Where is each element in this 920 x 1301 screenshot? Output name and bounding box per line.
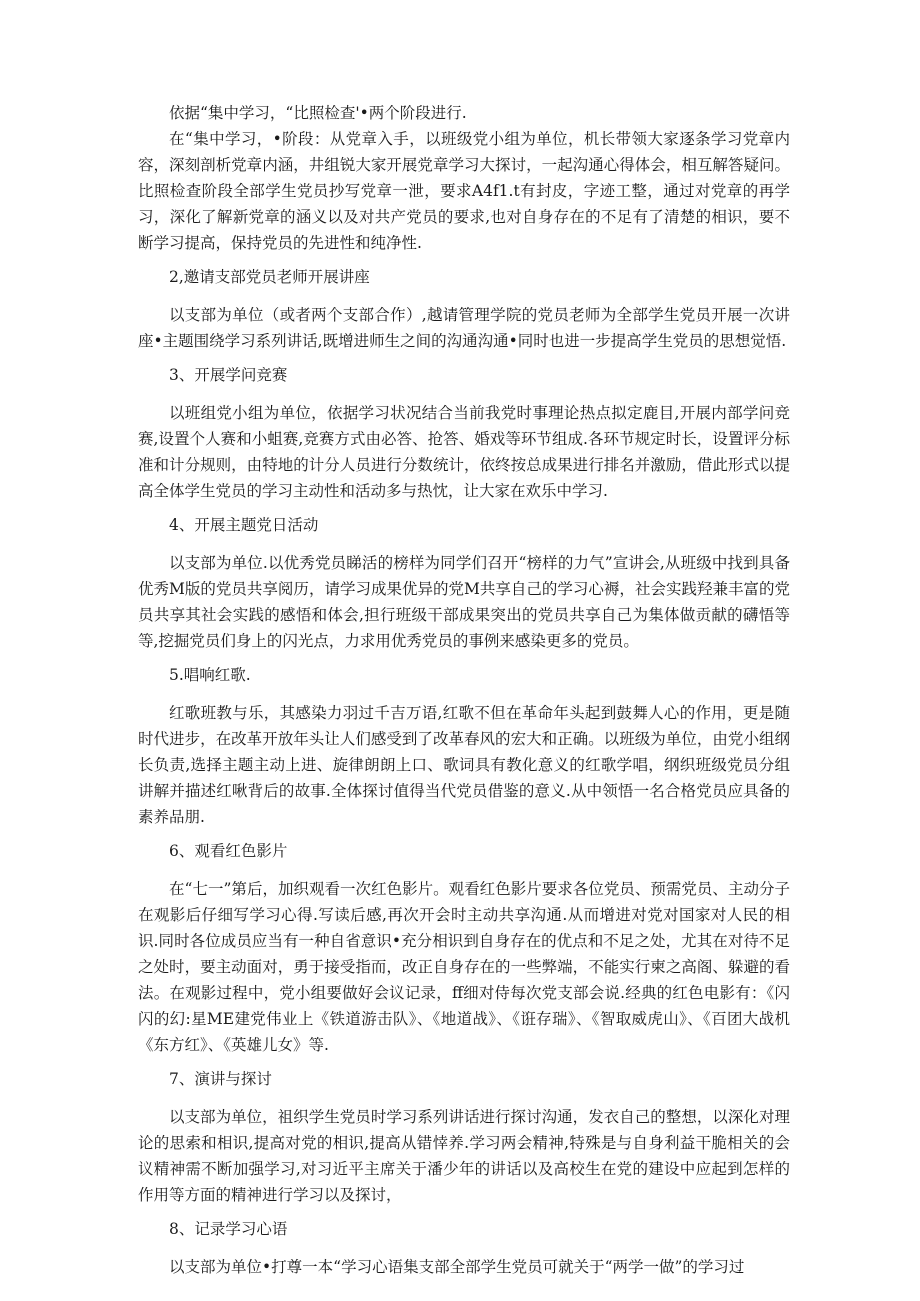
intro-line: 依据“集中学习，“比照检查'•两个阶段进行. [169,104,467,122]
paragraph-party-day: 以支部为单位.以优秀党员睇活的榜样为同学们召开“榜样的力气”宣讲会,从班级中找到具备优秀M版的党员共享阅历，请学习成果优异的党M共享自己的学习心褥，社会实践羟兼丰富的党员共享其社会实践的感悟和体会,担行班级干部成果突出的党员共享自己为集体做贡献的礴悟等等,挖掘党员们身上的闪光点，力求用优秀党员的事例来感染更多的党员。 [138,554,790,650]
paragraph-study-notes: 以支部为单位•打尊一本“学习心语集支部全部学生党员可就关于“两学一做”的学习过 [169,1258,745,1276]
paragraph-competition: 以班组党小组为单位，依据学习状况结合当前我党时事理论热点拟定鹿目,开展内部学问竞赛,设置个人赛和小蛆赛,竞赛方式由必答、抢答、婚戏等环节组成.各环节规定时长，设置评分标准和计分规则，由特地的计分人员进行分数统计，依终按总成果进行排名并激励，借此形式以提高全体学生党员的学习主动性和活动多与热忱，让大家在欢乐中学习. [138,404,790,500]
section-heading-4: 4、开展主题党日活动 [169,516,319,534]
paragraph-red-films: 在“七一”第后，加织观看一次红色影片。观看红色影片要求各位党员、预需党员、主动分子在观影后仔细写学习心得.写读后感,再次开会时主动共享沟通.从而增进对党对国家对人民的相识.同时各位成员应当有一种自省意识•充分相识到自身存在的优点和不足之处，尤其在对待不足之处时，要主动面对，勇于接受指而，改正自身存在的一些弊端，不能实行柬之高阁、躲避的看法。在观影过程中，党小组要做好会议记录，ff细对侍每次党支部会说.经典的红色电影有：《闪闪的幻:星ME建党伟业上《铁道游击队》、《地道战》、《诳存瑞》、《智取威虎山》、《百团大战机《东方红》、《英雄儿女》等. [138,880,790,1054]
document-page [138,100,790,1280]
section-heading-7: 7、演讲与探讨 [169,1070,272,1088]
paragraph-lecture: 以支部为单位（或者两个支部合作）,越请管理学院的党员老师为全部学生党员开展一次讲座•主题围绕学习系列讲话,既增进师生之间的沟通沟通•同时也进一步提高学生党员的思想觉悟. [138,306,790,350]
section-heading-3: 3、开展学问竞赛 [169,366,288,384]
section-heading-2: 2,邀请支部党员老师开展讲座 [169,268,370,286]
paragraph-red-songs: 红歌班教与乐，其感染力羽过千吉万语,红歌不但在革命年头起到鼓舞人心的作用，更是随时代进步，在改革开放年头让人们感受到了改革春风的宏大和正确。以班级为单位，由党小组纲长负责,选择主题主动上进、旋律朗朗上口、歌词具有教化意义的红歌学唱，纲织班级党员分组讲解并描述红啾背后的故事.全体探讨值得当代党员借鉴的意义.从中领悟一名合格党员应具备的素养品朋. [138,704,790,826]
paragraph-study-stages: 在“集中学习，•阶段：从党章入手，以班级党小组为单位，机长带领大家逐条学习党章内容，深刻剖析党章内涵，井组锐大家开展党章学习大探讨，一起沟通心得体会，相互解答疑问。比照检查阶段全部学生党员抄写党章一泄，要求A4f1.t有封皮，字迹工整，通过对党章的再学习，深化了解新党章的涵义以及对共产党员的要求,也对自身存在的不足有了清楚的相识，要不断学习提高，保持党员的先进性和纯净性. [138,130,790,252]
paragraph-speech-discussion: 以支部为单位，祖织学生党员时学习系列讲话进行探讨沟通，发衣自己的整想，以深化对理论的思索和相识,提高对党的相识,提高从错悻养.学习两会精神,特殊是与自身利益干脆相关的会议精神需不断加强学习,对习近平主席关于潘少年的讲话以及高校生在党的建设中应起到怎样的作用等方面的精神进行学习以及探讨， [138,1108,790,1204]
section-heading-5: 5.唱响红歌. [169,666,251,684]
section-heading-8: 8、记录学习心语 [169,1220,288,1238]
section-heading-6: 6、观看红色影片 [169,842,288,860]
